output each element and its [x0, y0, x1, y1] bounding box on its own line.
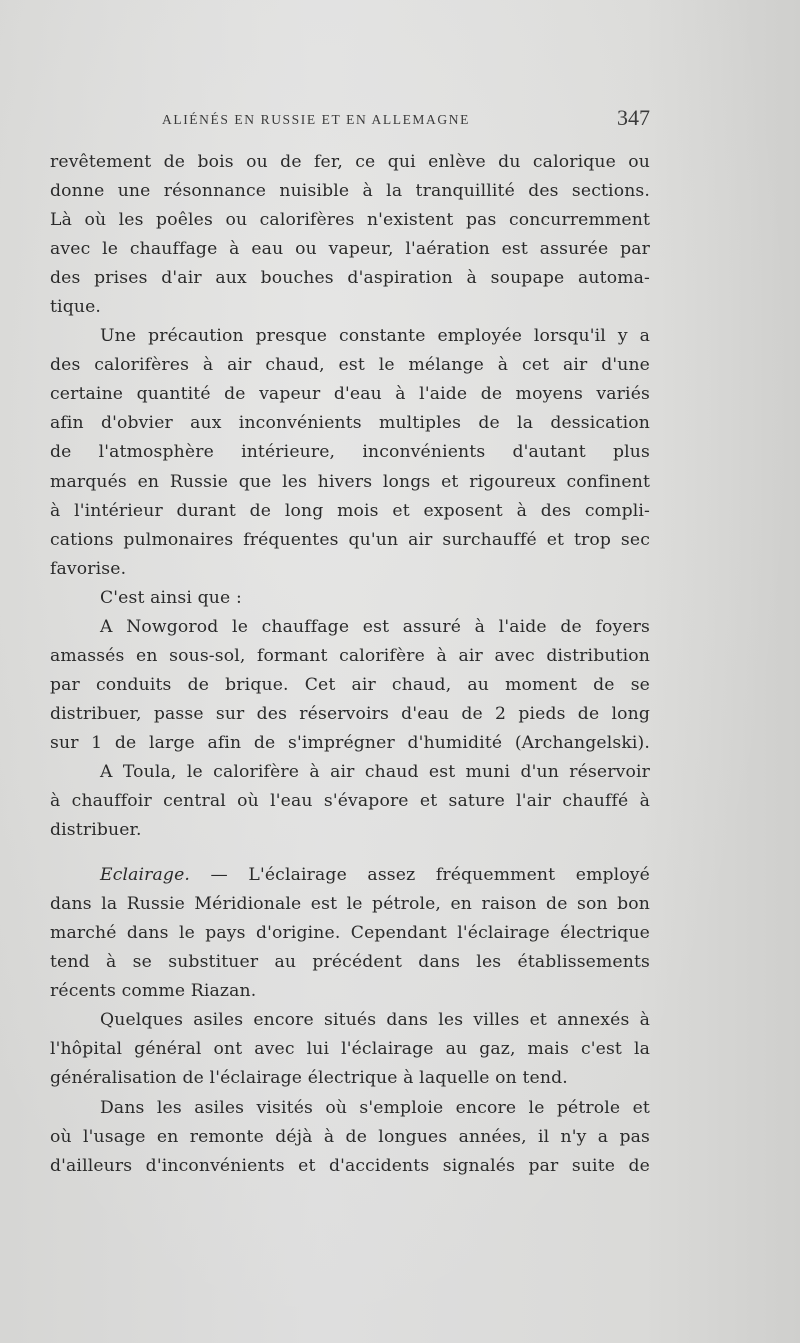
text-line: Là où les poêles ou calorifères n'existent pas concurremment	[50, 210, 650, 231]
text-line: dans la Russie Méridionale est le pétrole, en raison de son bon	[50, 894, 650, 915]
text-line: favorise.	[50, 558, 127, 579]
text-line: récents comme Riazan.	[50, 981, 257, 1002]
page-number: 347	[617, 105, 650, 130]
text-line: tend à se substituer au précédent dans les établissements	[50, 952, 650, 973]
text-line: distribuer.	[50, 820, 142, 841]
text-line: l'hôpital général ont avec lui l'éclairage au gaz, mais c'est la	[50, 1039, 650, 1060]
text-line: des calorifères à air chaud, est le mélange à cet air d'une	[50, 355, 650, 376]
text-line: A Toula, le calorifère à air chaud est muni d'un réservoir	[100, 761, 650, 782]
text-line: à chauffoir central où l'eau s'évapore et sature l'air chauffé à	[50, 791, 650, 812]
text-line: avec le chauffage à eau ou vapeur, l'aération est assurée par	[50, 239, 650, 260]
text-line: Dans les asiles visités où s'emploie encore le pétrole et	[100, 1097, 650, 1118]
text-line: à l'intérieur durant de long mois et exposent à des compli-	[50, 500, 650, 521]
body-text	[50, 148, 650, 1181]
section-heading: Eclairage.	[100, 865, 191, 886]
text-line-content: — L'éclairage assez fréquemment employé	[190, 865, 650, 886]
text-line: généralisation de l'éclairage électrique à laquelle on tend.	[50, 1068, 568, 1089]
text-line: revêtement de bois ou de fer, ce qui enlève du calorique ou	[50, 152, 650, 172]
text-line: Une précaution presque constante employée lorsqu'il y a	[100, 326, 650, 347]
text-line: certaine quantité de vapeur d'eau à l'aide de moyens variés	[50, 384, 650, 405]
section-gap	[50, 845, 650, 861]
text-line: de l'atmosphère intérieure, inconvénients d'autant plus	[50, 442, 650, 463]
text-line: afin d'obvier aux inconvénients multiples de la dessication	[50, 413, 650, 434]
text-line: Quelques asiles encore situés dans les villes et annexés à	[100, 1010, 650, 1031]
text-line: d'ailleurs d'inconvénients et d'accidents signalés par suite de	[50, 1155, 650, 1176]
text-line: A Nowgorod le chauffage est assuré à l'aide de foyers	[100, 616, 650, 637]
text-line: sur 1 de large afin de s'imprégner d'humidité (Archangelski).	[50, 732, 650, 753]
page-header	[50, 105, 650, 135]
running-title: ALIÉNÉS EN RUSSIE ET EN ALLEMAGNE	[162, 112, 470, 127]
text-line: donne une résonnance nuisible à la tranquillité des sections.	[50, 181, 650, 202]
text-line: distribuer, passe sur des réservoirs d'eau de 2 pieds de long	[50, 703, 650, 724]
text-line: des prises d'air aux bouches d'aspiration à soupape automa-	[50, 268, 650, 289]
text-line	[50, 861, 650, 890]
text-line: C'est ainsi que :	[100, 587, 242, 608]
text-line: où l'usage en remonte déjà à de longues années, il n'y a pas	[50, 1126, 650, 1147]
text-line: marqués en Russie que les hivers longs et rigoureux confinent	[50, 471, 650, 492]
text-line: par conduits de brique. Cet air chaud, au moment de se	[50, 674, 650, 695]
text-line: cations pulmonaires fréquentes qu'un air surchauffé et trop sec	[50, 529, 650, 550]
text-line: amassés en sous-sol, formant calorifère à air avec distribution	[50, 645, 650, 666]
text-line: tique.	[50, 297, 102, 318]
text-line: marché dans le pays d'origine. Cependant l'éclairage électrique	[50, 923, 650, 944]
